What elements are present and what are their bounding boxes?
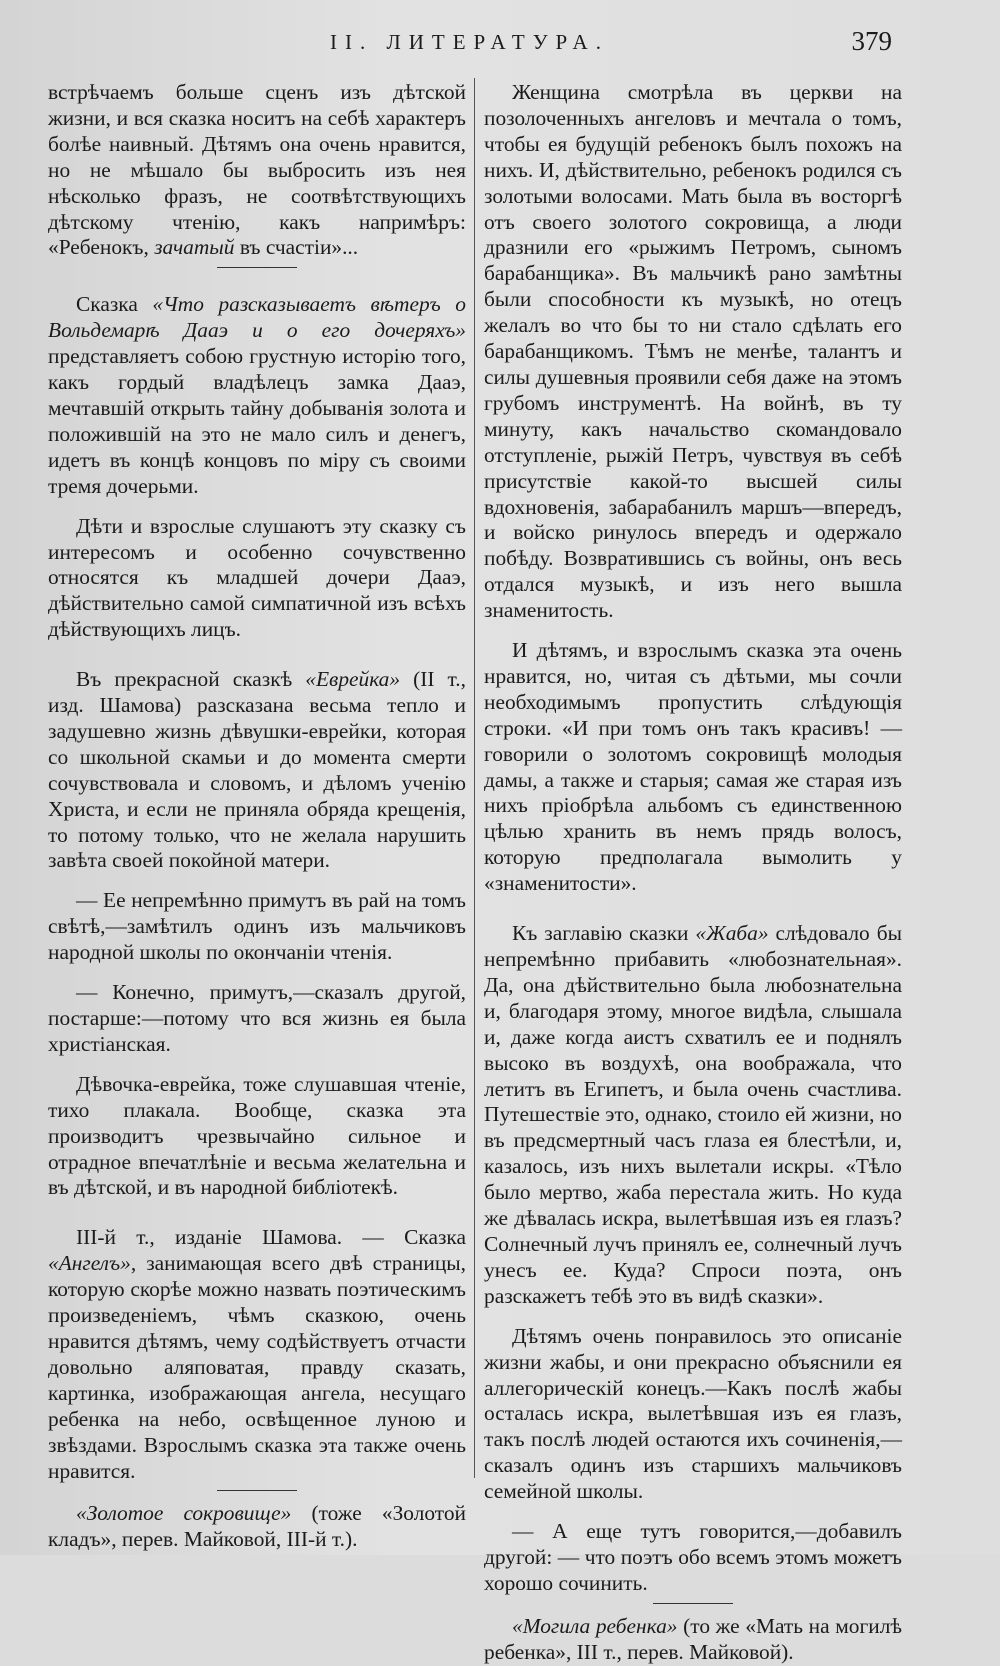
running-head: II. ЛИТЕРАТУРА. xyxy=(330,30,609,54)
paragraph: — Конечно, примутъ,—сказалъ другой, постарше:—потому что вся жизнь ея была христіанская. xyxy=(48,980,466,1056)
paragraph: Дѣти и взрослые слушаютъ эту сказку съ интересомъ и особенно сочувственно относятся къ младшей дочери Дааэ, дѣйствительно самой симпатичной изъ всѣхъ дѣйствующихъ лицъ. xyxy=(48,513,466,642)
paragraph: «Золотое сокровище» (тоже «Золотой кладъ», перев. Майковой, III-й т.). xyxy=(48,1501,466,1552)
paragraph: И дѣтямъ, и взрослымъ сказка эта очень нравится, но, читая съ дѣтьми, мы сочли необходимымъ пропустить слѣдующія строки. «И при томъ онъ такъ красивъ! — говорили о золотомъ сокровищѣ молодыя дамы, а также и старыя; самая же старая изъ нихъ пріобрѣла альбомъ съ единственною цѣлью хранить въ немъ прядь волосъ, которую предполагала вымолить у «знаменитости». xyxy=(484,638,902,896)
section-divider xyxy=(217,1490,297,1491)
paragraph: Дѣтямъ очень понравилось это описаніе жизни жабы, и они прекрасно объяснили ея аллегорическій конецъ.—Какъ послѣ жабы осталась искра, вылетѣвшая изъ ея глазъ, такъ послѣ людей остаются ихъ сочиненія,— сказалъ одинъ изъ старшихъ мальчиковъ семейной школы. xyxy=(484,1323,902,1504)
column-divider xyxy=(474,78,475,1478)
section-divider xyxy=(653,1603,733,1604)
paragraph: Сказка «Что разсказываетъ вѣтеръ о Вольдемарѣ Дааэ и о его дочеряхъ» представляетъ собою грустную исторію того, какъ гордый владѣлецъ замка Дааэ, мечтавшій открыть тайну добыванія золота и положившій на это не мало силъ и денегъ, идетъ въ концѣ концовъ по міру съ своими тремя дочерьми. xyxy=(48,292,466,498)
paragraph: Женщина смотрѣла въ церкви на позолоченныхъ ангеловъ и мечтала о томъ, чтобы ея будущій ребенокъ былъ похожъ на нихъ. И, дѣйствительно, ребенокъ родился съ золотыми волосами. Мать была въ восторгѣ отъ своего золотого сокровища, а люди дразнили его «рыжимъ Петромъ, сыномъ барабанщика». Въ мальчикѣ рано замѣтны были способности къ музыкѣ, но отецъ желалъ во что бы то ни стало сдѣлать его барабанщикомъ. Тѣмъ не менѣе, талантъ и силы душевныя проявили себя даже на этомъ грубомъ инструментѣ. На войнѣ, въ ту минуту, какъ начальство скомандовало отступленіе, рыжій Петръ, чувствуя въ себѣ присутствіе какой-то высшей силы вдохновенія, забарабанилъ маршъ—впередъ, и войско ринулось впередъ и одержало побѣду. Возвратившись съ войны, онъ весь отдался музыкѣ, и изъ него вышла знаменитость. xyxy=(484,80,902,623)
paragraph: III-й т., изданіе Шамова. — Сказка «Ангелъ», занимающая всего двѣ страницы, которую скорѣе можно назвать поэтическимъ произведеніемъ, чѣмъ сказкою, очень нравится дѣтямъ, чему содѣйствуетъ отчасти довольно аляповатая, правду сказать, картинка, изображающая ангела, несущаго ребенка на небо, освѣщенное луною и звѣздами. Взрослымъ сказка эта также очень нравится. xyxy=(48,1225,466,1483)
right-column xyxy=(484,80,902,1666)
section-divider xyxy=(217,267,297,268)
paragraph: «Могила ребенка» (то же «Мать на могилѣ ребенка», III т., перев. Майковой). xyxy=(484,1613,902,1664)
paragraph: Къ заглавію сказки «Жаба» слѣдовало бы непремѣнно прибавить «любознательная». Да, она дѣйствительно была любознательна и, благодаря этому, многое видѣла, слышала и, даже когда аистъ схватилъ ее и поднялъ высоко въ воздухѣ, она воображала, что летитъ въ Египетъ, и была очень счастлива. Путешествіе это, однако, стоило ей жизни, но въ предсмертный часъ глаза ея блестѣли, и, казалось, изъ нихъ вылетали искры. «Тѣло было мертво, жаба перестала жить. Но куда же дѣвалась искра, вылетѣвшая изъ ея глазъ? Солнечный лучъ принялъ ее, солнечный лучъ унесъ ее. Куда? Спроси поэта, онъ разскажетъ тебѣ это въ видѣ сказки». xyxy=(484,921,902,1308)
page-header xyxy=(0,26,1000,66)
paragraph: — А еще тутъ говорится,—добавилъ другой: — что поэтъ обо всемъ этомъ можетъ хорошо сочинить. xyxy=(484,1519,902,1595)
paragraph: Въ прекрасной сказкѣ «Еврейка» (II т., изд. Шамова) разсказана весьма тепло и задушевно жизнь дѣвушки-еврейки, которая со школьной скамьи и до момента смерти сочувствовала и словомъ, и дѣломъ ученію Христа, и если не приняла обряда крещенія, то потому только, что не желала нарушить завѣта своей покойной матери. xyxy=(48,667,466,873)
paragraph: Дѣвочка-еврейка, тоже слушавшая чтеніе, тихо плакала. Вообще, сказка эта производитъ чрезвычайно сильное и отрадное впечатлѣніе и весьма желательна и въ дѣтской, и въ народной библіотекѣ. xyxy=(48,1071,466,1200)
page-number: 379 xyxy=(851,26,892,56)
left-column xyxy=(48,80,466,1553)
paragraph: встрѣчаемъ больше сценъ изъ дѣтской жизни, и вся сказка носитъ на себѣ характеръ болѣе наивный. Дѣтямъ она очень нравится, но не мѣшало бы выбросить изъ нея нѣсколько фразъ, не соотвѣтствующихъ дѣтскому чтенію, какъ напримѣръ: «Ребенокъ, зачатый въ счастіи»... xyxy=(48,80,466,260)
paragraph: — Ее непремѣнно примутъ въ рай на томъ свѣтѣ,—замѣтилъ одинъ изъ мальчиковъ народной школы по окончаніи чтенія. xyxy=(48,888,466,965)
